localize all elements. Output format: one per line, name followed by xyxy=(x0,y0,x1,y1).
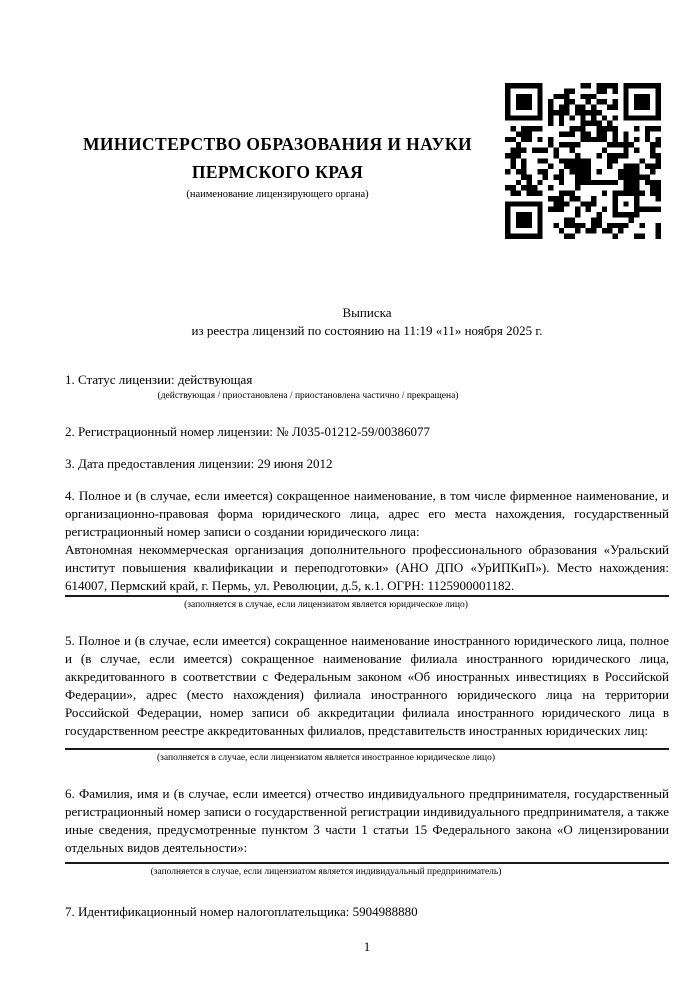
document-header-area xyxy=(0,0,700,304)
field-underline xyxy=(65,862,669,864)
licensing-authority-header xyxy=(65,130,490,202)
grant-date-item: 3. Дата предоставления лицензии: 29 июня 2012 xyxy=(65,456,333,471)
document-body xyxy=(0,304,700,956)
document-title-line2: из реестра лицензий по состоянию на 11:19 «11» ноября 2025 г. xyxy=(191,323,543,338)
ministry-name-line1: МИНИСТЕРСТВО ОБРАЗОВАНИЯ И НАУКИ xyxy=(83,134,472,154)
foreign-entity-item xyxy=(65,632,669,765)
field-underline xyxy=(65,595,669,597)
authority-caption: (наименование лицензирующего органа) xyxy=(186,189,369,200)
ministry-name-line2: ПЕРМСКОГО КРАЯ xyxy=(191,162,364,182)
entrepreneur-question: 6. Фамилия, имя и (в случае, если имеется) отчество индивидуального предпринимателя, государственный регистрационный номер записи о государственной регистрации индивидуального предпринимателя, а также иные сведения, предусмотренные пунктом 3 части 1 статьи 15 Федерального закона «О лицензировании отдельных видов деятельности»: xyxy=(65,786,669,855)
qr-code-icon xyxy=(505,83,661,239)
foreign-entity-question: 5. Полное и (в случае, если имеется) сокращенное наименование иностранного юридического лица, полное и (в случае, если имеется) сокращенное наименование филиала иностранного юридического лица, аккредитованного в соответствии с Федеральным законом «Об иностранных инвестициях в Российской Федерации», адрес (место нахождения) филиала иностранного юридического лица на территории Российской Федерации, номер записи об аккредитации филиала иностранного юридического лица в государственном реестре аккредитованных филиалов, представительств иностранных юридических лиц: xyxy=(65,633,669,738)
entrepreneur-item xyxy=(65,785,669,879)
registration-number-item: 2. Регистрационный номер лицензии: № Л035-01212-59/00386077 xyxy=(65,424,431,439)
license-status-note: (действующая / приостановлена / приостановлена частично / прекращена) xyxy=(157,391,459,401)
page-number: 1 xyxy=(363,939,371,954)
entrepreneur-note: (заполняется в случае, если лицензиатом является индивидуальный предприниматель) xyxy=(150,867,502,877)
taxpayer-id-item: 7. Идентификационный номер налогоплательщика: 5904988880 xyxy=(65,904,418,919)
legal-entity-value: Автономная некоммерческая организация дополнительного профессионального образования «Уральский институт повышения квалификации и переподготовки» (АНО ДПО «УрИПКиП»). Место нахождения: 614007, Пермский край, г. Пермь, ул. Революции, д.5, к.1. ОГРН: 1125900001182. xyxy=(65,542,669,593)
document-title xyxy=(65,304,669,340)
field-underline xyxy=(65,748,669,750)
foreign-entity-note: (заполняется в случае, если лицензиатом является иностранное юридическое лицо) xyxy=(157,753,495,763)
legal-entity-item xyxy=(65,487,669,612)
legal-entity-question: 4. Полное и (в случае, если имеется) сокращенное наименование, в том числе фирменное наименование, и организационно-правовая форма юридического лица, адрес его места нахождения, государственный регистрационный номер записи о создании юридического лица: xyxy=(65,488,669,539)
license-status-item: 1. Статус лицензии: действующая xyxy=(65,372,253,387)
legal-entity-note: (заполняется в случае, если лицензиатом является юридическое лицо) xyxy=(184,600,468,610)
document-title-line1: Выписка xyxy=(342,305,392,320)
